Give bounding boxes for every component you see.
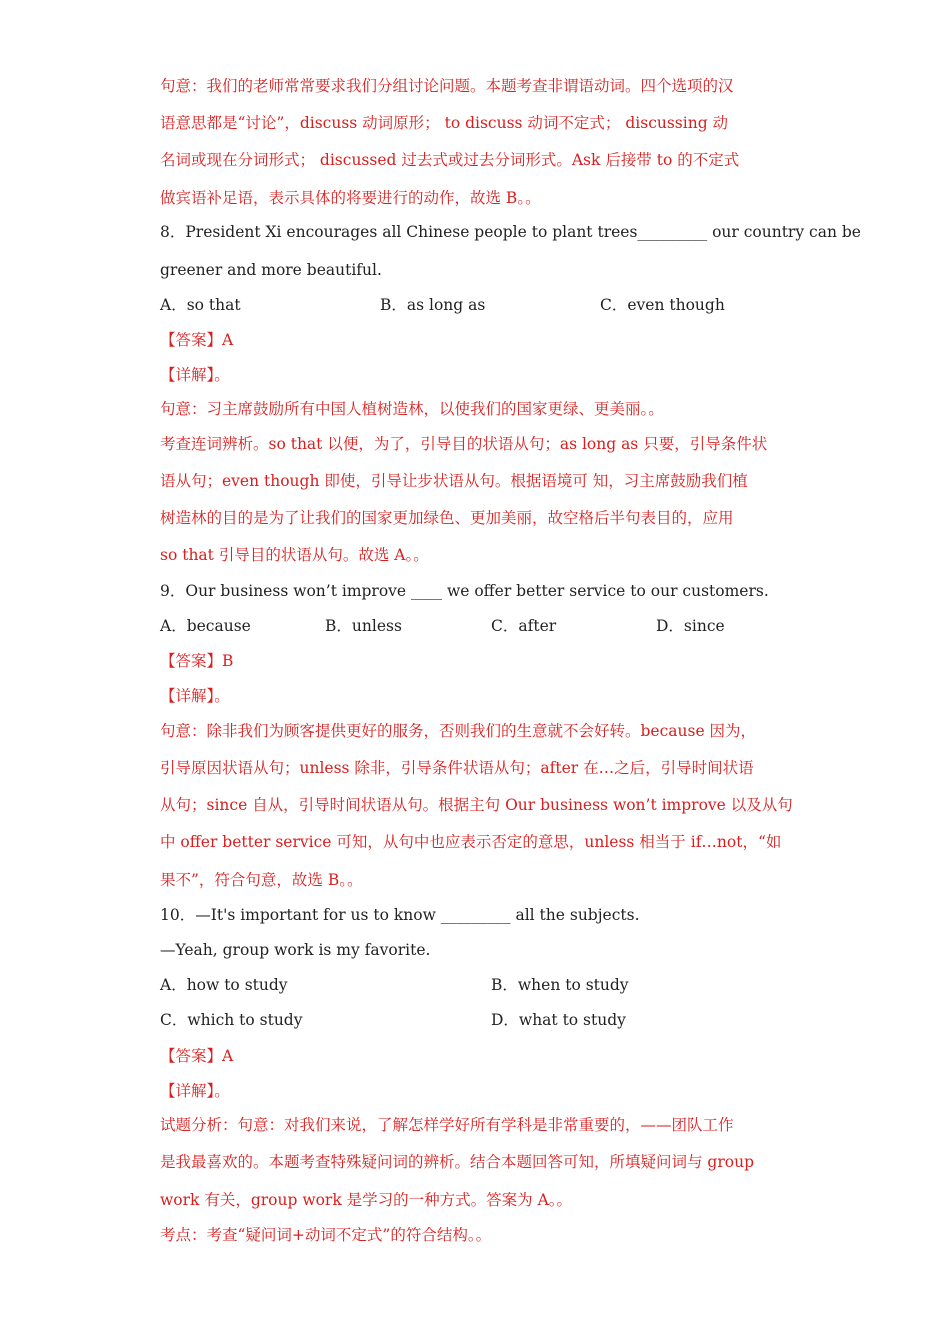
q9-explain-line-4: 中 offer better service 可知，从句中也应表示否定的意思，unless 相当于 if…not，“如: [160, 833, 782, 851]
q10-option-b: B．when to study: [491, 976, 629, 994]
q10-explain-line-2: 是我最喜欢的。本题考查特殊疑问词的辨析。结合本题回答可知，所填疑问词与 group: [160, 1153, 754, 1171]
q10-answer: 【答案】A: [160, 1047, 234, 1065]
q10-stem-line-1: 10．—It's important for us to know _________ all the subjects.: [160, 906, 640, 924]
q10-detail-heading: 【详解】。: [160, 1082, 230, 1100]
q8-explain-line-4: 树造林的目的是为了让我们的国家更加绿色、更加美丽，故空格后半句表目的，应用: [160, 509, 734, 527]
q9-explain-line-5: 果不”，符合句意，故选 B。。: [160, 871, 363, 889]
q9-option-c: C．after: [491, 617, 557, 635]
q8-stem-line-2: greener and more beautiful.: [160, 261, 382, 279]
q10-option-d: D．what to study: [491, 1011, 626, 1029]
q9-answer: 【答案】B: [160, 652, 234, 670]
q7-explain-line-4: 做宾语补足语，表示具体的将要进行的动作，故选 B。。: [160, 189, 541, 207]
q10-explain-line-4: 考点：考查“疑问词+动词不定式”的符合结构。。: [160, 1226, 492, 1244]
q8-stem-line-1: 8．President Xi encourages all Chinese people to plant trees_________ our country can be: [160, 223, 861, 241]
q8-explain-line-3: 语从句；even though 即使，引导让步状语从句。根据语境可 知，习主席鼓励我们植: [160, 472, 748, 490]
q10-stem-line-2: —Yeah, group work is my favorite.: [160, 941, 431, 959]
q9-option-b: B．unless: [325, 617, 402, 635]
q9-option-d: D．since: [656, 617, 725, 635]
q7-explain-line-2: 语意思都是“讨论”，discuss 动词原形； to discuss 动词不定式； discussing 动: [160, 114, 729, 132]
q8-option-c: C．even though: [600, 296, 725, 314]
q8-explain-line-5: so that 引导目的状语从句。故选 A。。: [160, 546, 429, 564]
q9-explain-line-3: 从句；since 自从，引导时间状语从句。根据主句 Our business won’t improve 以及从句: [160, 796, 793, 814]
q10-option-c: C．which to study: [160, 1011, 303, 1029]
q9-option-a: A．because: [160, 617, 251, 635]
q8-option-b: B．as long as: [380, 296, 486, 314]
q9-detail-heading: 【详解】。: [160, 687, 230, 705]
q8-detail-heading: 【详解】。: [160, 366, 230, 384]
q9-stem: 9．Our business won’t improve ____ we offer better service to our customers.: [160, 582, 769, 600]
q9-explain-line-2: 引导原因状语从句；unless 除非，引导条件状语从句；after 在…之后，引导时间状语: [160, 759, 754, 777]
q7-explain-line-1: 句意：我们的老师常常要求我们分组讨论问题。本题考查非谓语动词。四个选项的汉: [160, 77, 734, 95]
q8-option-a: A．so that: [160, 296, 241, 314]
q8-answer: 【答案】A: [160, 331, 234, 349]
q8-explain-line-2: 考查连词辨析。so that 以便，为了，引导目的状语从句；as long as 只要，引导条件状: [160, 435, 768, 453]
q10-option-a: A．how to study: [160, 976, 288, 994]
q9-explain-line-1: 句意：除非我们为顾客提供更好的服务，否则我们的生意就不会好转。because 因为，: [160, 722, 757, 740]
q10-explain-line-3: work 有关，group work 是学习的一种方式。答案为 A。。: [160, 1191, 573, 1209]
q10-explain-line-1: 试题分析：句意：对我们来说，了解怎样学好所有学科是非常重要的，——团队工作: [160, 1116, 734, 1134]
q7-explain-line-3: 名词或现在分词形式； discussed 过去式或过去分词形式。Ask 后接带 to 的不定式: [160, 151, 740, 169]
q8-explain-line-1: 句意：习主席鼓励所有中国人植树造林，以使我们的国家更绿、更美丽。。: [160, 400, 664, 418]
